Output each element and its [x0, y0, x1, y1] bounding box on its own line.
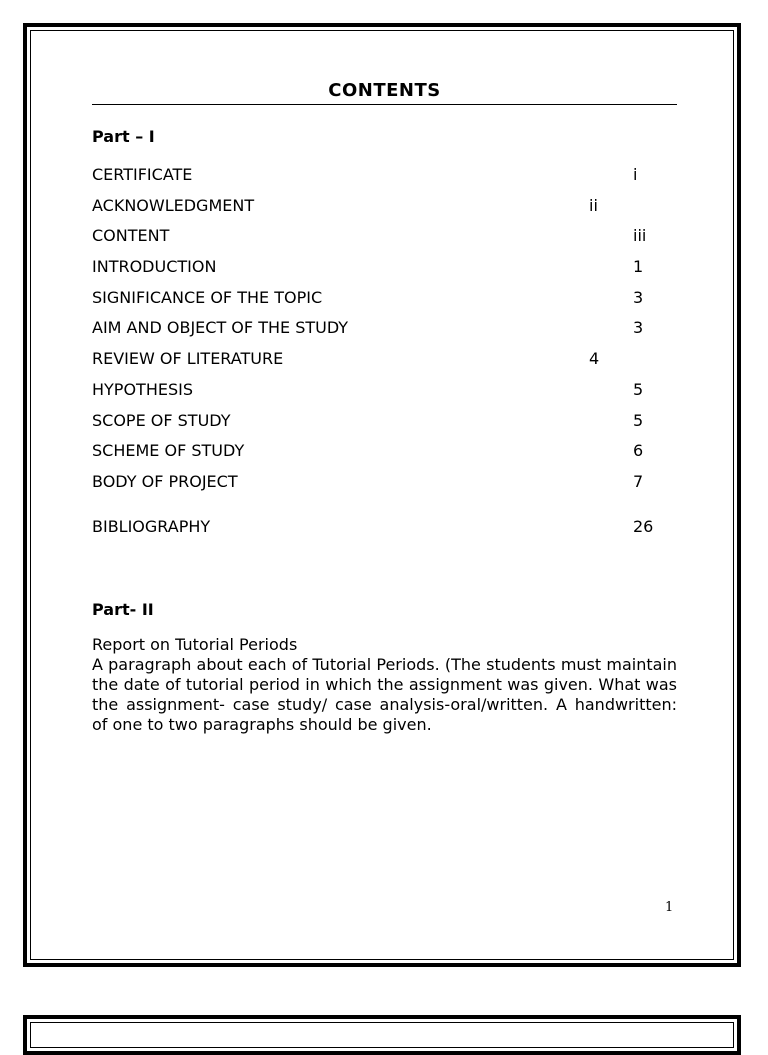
toc-row-body-of-project	[92, 467, 677, 498]
toc-label: CONTENT	[92, 226, 170, 246]
report-paragraph: A paragraph about each of Tutorial Periods. (The students must maintain the date of tutorial period in which the assignment was given. What was the assignment- case study/ case analysis-oral/written. A handwritten: of one to two paragraphs should be given.	[92, 655, 677, 735]
toc-label: SCHEME OF STUDY	[92, 441, 245, 461]
contents-title: CONTENTS	[92, 78, 677, 105]
toc-page-number: 3	[633, 318, 644, 338]
toc-label: HYPOTHESIS	[92, 379, 193, 399]
toc-row-acknowledgment	[92, 191, 677, 222]
toc-label: SIGNIFICANCE OF THE TOPIC	[92, 287, 323, 307]
toc-page-number: 6	[633, 441, 644, 461]
toc-row-hypothesis	[92, 375, 677, 406]
toc-label: AIM AND OBJECT OF THE STUDY	[92, 318, 349, 338]
toc-page-number: i	[633, 165, 638, 184]
toc-page-number: 4	[589, 349, 600, 369]
toc-row-significance	[92, 283, 677, 314]
toc-page-number: 5	[633, 410, 644, 430]
toc-label: REVIEW OF LITERATURE	[92, 349, 284, 369]
part-two-heading: Part- II	[92, 600, 154, 620]
toc-row-scheme-of-study	[92, 436, 677, 467]
toc-page-number: ii	[589, 195, 598, 215]
toc-label: BIBLIOGRAPHY	[92, 516, 211, 536]
toc-row-certificate	[92, 160, 677, 191]
next-page-border-inner	[30, 1022, 734, 1048]
toc-row-bibliography	[92, 512, 677, 543]
toc-page-number: iii	[633, 226, 647, 246]
toc-row-scope-of-study	[92, 406, 677, 437]
part-one-heading: Part – I	[92, 127, 155, 146]
page-number: 1	[665, 900, 674, 915]
toc-page-number: 26	[633, 516, 654, 536]
toc-page-number: 7	[633, 471, 644, 491]
toc-label: SCOPE OF STUDY	[92, 410, 231, 430]
toc-label: INTRODUCTION	[92, 257, 217, 277]
page-content	[92, 78, 677, 735]
toc-row-aim-and-object	[92, 313, 677, 344]
table-of-contents	[92, 160, 677, 542]
toc-page-number: 5	[633, 379, 644, 399]
report-title: Report on Tutorial Periods	[92, 635, 298, 655]
toc-row-content	[92, 221, 677, 252]
toc-row-introduction	[92, 252, 677, 283]
toc-label: CERTIFICATE	[92, 165, 193, 184]
next-page-border	[23, 1015, 741, 1055]
toc-page-number: 3	[633, 287, 644, 307]
toc-page-number: 1	[633, 257, 644, 277]
toc-row-review-of-literature	[92, 344, 677, 375]
toc-label: ACKNOWLEDGMENT	[92, 195, 255, 215]
toc-label: BODY OF PROJECT	[92, 471, 238, 491]
